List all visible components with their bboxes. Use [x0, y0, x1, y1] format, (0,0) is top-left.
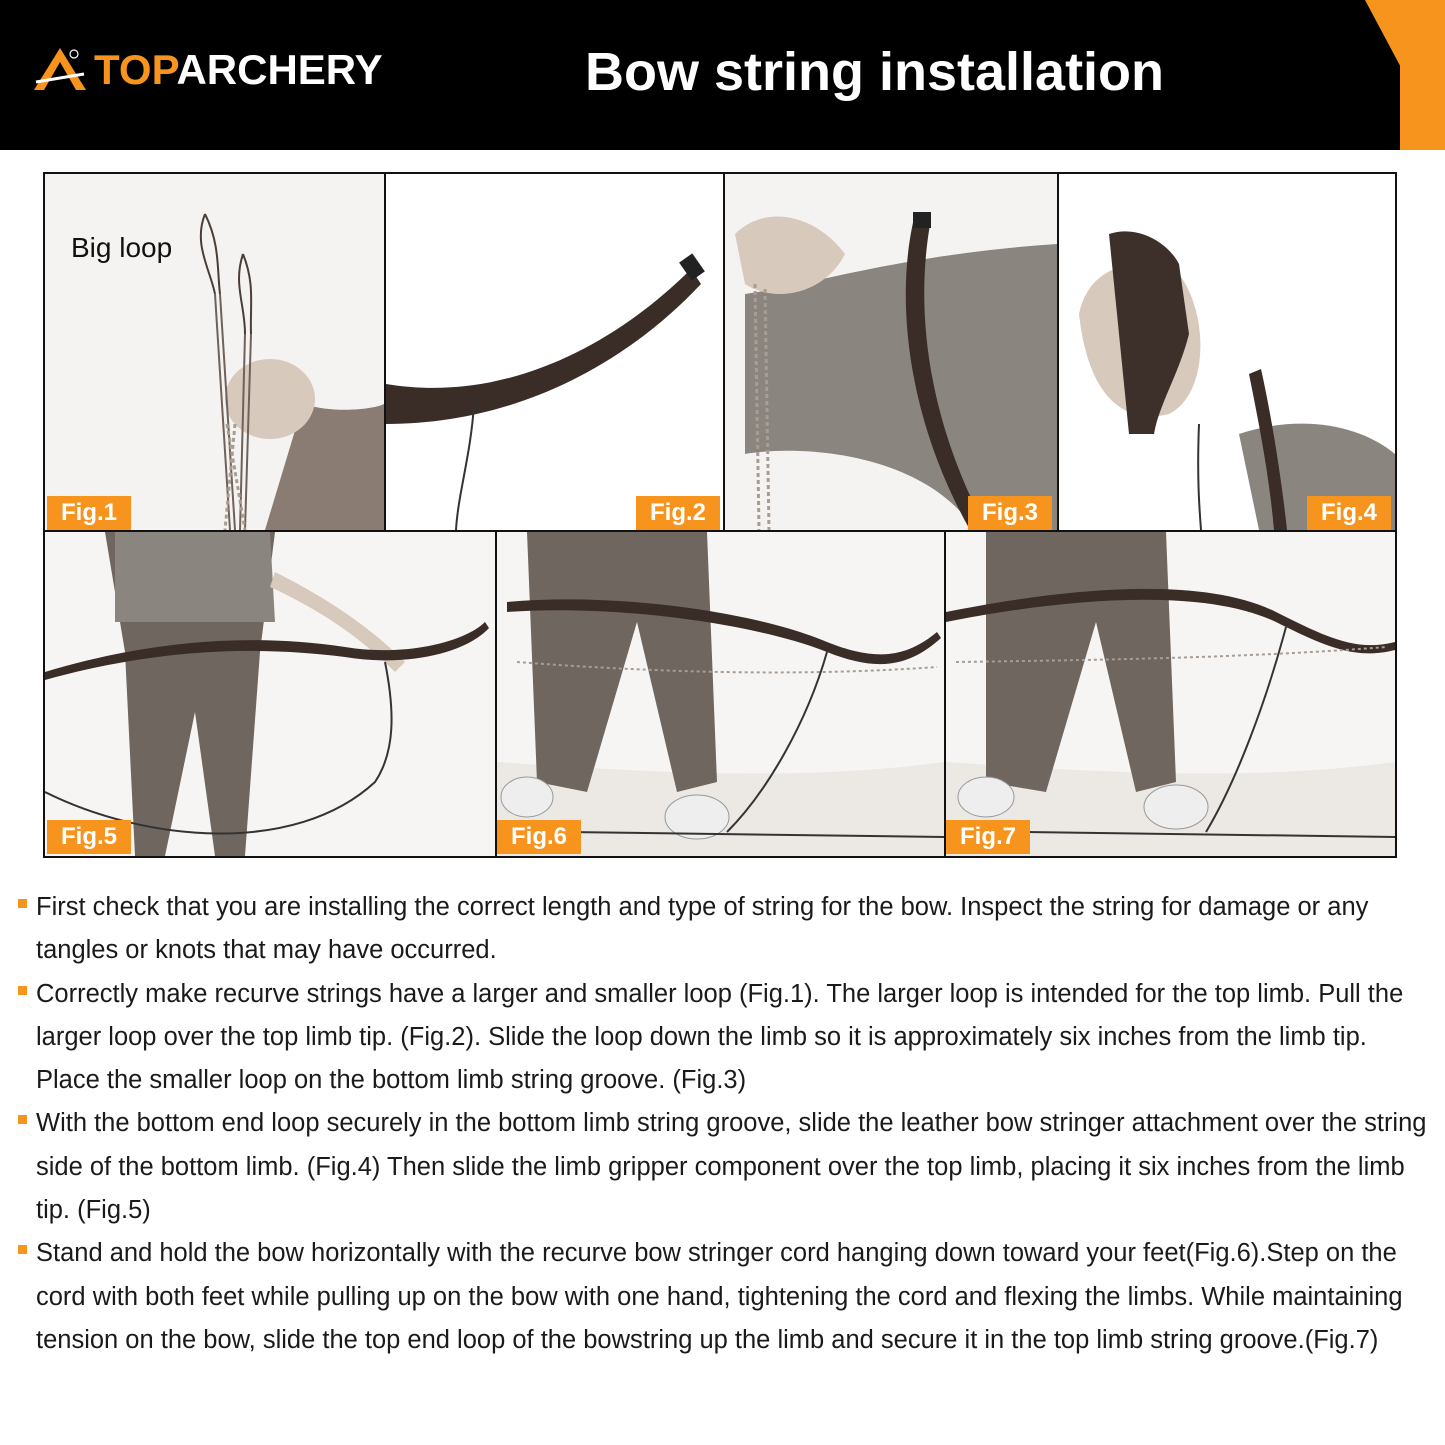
bullet-square-icon — [18, 986, 27, 995]
instruction-text: Correctly make recurve strings have a larger and smaller loop (Fig.1). The larger loop is intended for the top limb. Pull the larger loop over the top limb tip. (Fig.2). Slide the loop down the limb so it is approximately six inches from the limb tip. Place the smaller loop on the bottom limb string groove. (Fig.3) — [36, 979, 1404, 1095]
limb-gripper-illustration — [45, 532, 495, 856]
brand-logo — [30, 40, 383, 100]
instruction-item — [18, 886, 1428, 973]
secure-top-loop-illustration — [946, 532, 1395, 856]
figure-4 — [1059, 174, 1395, 530]
big-loop-annotation: Big loop — [71, 232, 173, 263]
stringer-attachment-illustration — [1059, 174, 1395, 530]
figure-2 — [386, 174, 723, 530]
step-on-cord-illustration — [497, 532, 944, 856]
instruction-item — [18, 1232, 1428, 1362]
instruction-text: First check that you are installing the correct length and type of string for the bow. Inspect the string for damage or any tangles or knots that may have occurred. — [36, 893, 1369, 965]
archer-logo-icon — [30, 44, 92, 96]
header-accent-strip — [1400, 0, 1445, 150]
brand-name-top: TOP — [94, 46, 177, 93]
limb-groove-illustration — [725, 174, 1057, 530]
page-title: Bow string installation — [585, 42, 1165, 102]
instruction-item — [18, 973, 1428, 1103]
fig-6-label: Fig.6 — [497, 820, 581, 854]
instruction-text: With the bottom end loop securely in the bottom limb string groove, slide the leather bow stringer attachment over the string side of the bottom limb. (Fig.4) Then slide the limb gripper component over the top limb, placing it six inches from the limb tip. (Fig.5) — [36, 1109, 1427, 1225]
brand-name-archery: ARCHERY — [176, 46, 383, 93]
fig-2-label: Fig.2 — [636, 496, 720, 530]
limb-tip-illustration — [386, 174, 723, 530]
fig-5-label: Fig.5 — [47, 820, 131, 854]
fig-3-label: Fig.3 — [968, 496, 1052, 530]
fig-4-label: Fig.4 — [1307, 496, 1391, 530]
instruction-text: Stand and hold the bow horizontally with the recurve bow stringer cord hanging down toward your feet(Fig.6).Step on the cord with both feet while pulling up on the bow with one hand, tightening the cord and flexing the limbs. While maintaining tension on the bow, slide the top end loop of the bowstring up the limb and secure it in the top limb string groove.(Fig.7) — [36, 1239, 1403, 1354]
instruction-list — [18, 886, 1428, 1362]
figure-5 — [45, 532, 495, 856]
header-banner — [0, 0, 1445, 150]
fig-1-label: Fig.1 — [47, 496, 131, 530]
instruction-item — [18, 1102, 1428, 1232]
brand-name — [94, 46, 383, 93]
figure-7 — [946, 532, 1395, 856]
bullet-square-icon — [18, 899, 27, 908]
bullet-square-icon — [18, 1245, 27, 1254]
figure-3 — [725, 174, 1057, 530]
figure-1 — [45, 174, 384, 530]
figure-6 — [497, 532, 944, 856]
fig-7-label: Fig.7 — [946, 820, 1030, 854]
bullet-square-icon — [18, 1115, 27, 1124]
string-loops-illustration — [45, 174, 384, 530]
figure-grid — [43, 172, 1397, 858]
